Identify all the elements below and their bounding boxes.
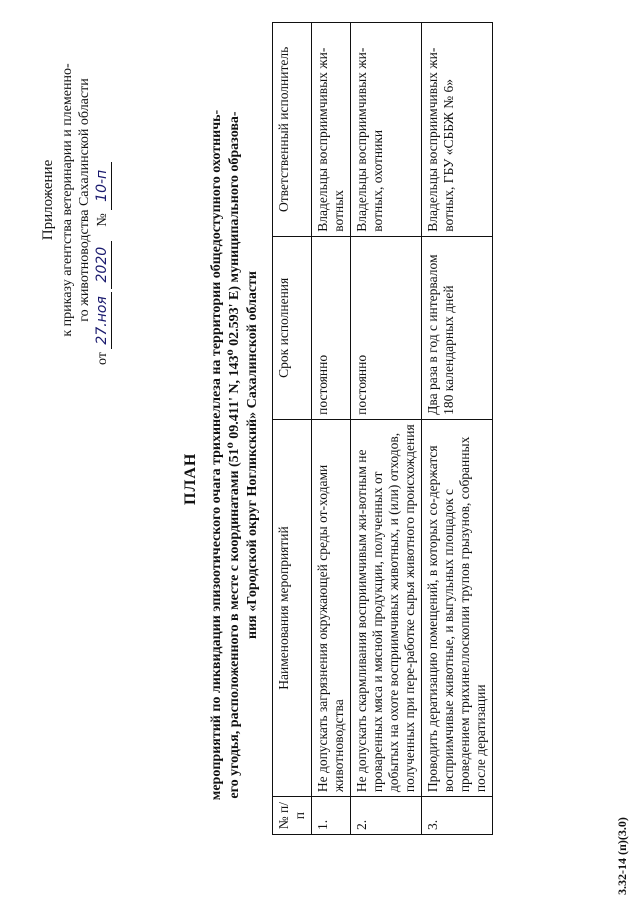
plan-table <box>272 22 493 835</box>
appendix-block <box>40 35 112 365</box>
table-row <box>351 23 422 835</box>
row-num: 2. <box>351 797 422 835</box>
header-term: Срок исполнения <box>273 236 312 419</box>
plan-subtitle <box>208 55 262 855</box>
appendix-line-2: го животноводства Сахалинской области <box>77 78 92 322</box>
row-action: Не допускать загрязнения окружающей среды от-ходами животноводства <box>312 419 351 796</box>
appendix-title: Приложение <box>40 159 56 241</box>
row-responsible: Владельцы восприимчивых жи-вотных, охотники <box>351 23 422 237</box>
header-responsible: Ответственный исполнитель <box>273 23 312 237</box>
row-responsible: Владельцы восприимчивых жи-вотных, ГБУ «СББЖ № 6» <box>422 23 493 237</box>
row-term: постоянно <box>351 236 422 419</box>
order-date-year: 2020 <box>94 241 112 289</box>
appendix-line-1: к приказу агентства ветеринарии и племенно- <box>60 63 75 337</box>
row-action: Не допускать скармливания восприимчивым жи-вотным не проваренных мяса и мясной продукции, полученных от добытых на охоте восприимчивых животных, и (или) отходов, полученных при пере-работке сырья животного происхождения <box>351 419 422 796</box>
row-term: постоянно <box>312 236 351 419</box>
header-num: № п/п <box>273 797 312 835</box>
order-date-day: 27.ноя <box>94 292 112 348</box>
row-responsible: Владельцы восприимчивых жи-вотных <box>312 23 351 237</box>
header-action: Наименования мероприятий <box>273 419 312 796</box>
order-number: 10-п <box>94 162 112 210</box>
row-num: 1. <box>312 797 351 835</box>
subtitle-line-2: его угодья, расположенного в месте с координатами (51⁰ 09.411' N, 143⁰ 02.593' E) муниципального образова- <box>227 111 242 799</box>
number-label: № <box>95 213 110 227</box>
from-label: от <box>95 352 110 365</box>
plan-title: ПЛАН <box>182 452 199 505</box>
subtitle-line-3: ния «Городской округ Ногликский» Сахалинской области <box>245 271 260 639</box>
row-action: Проводить дератизацию помещений, в которых со-держатся восприимчивые животные, и выгульных площадок с проведением трихинеллоскопии трупов грызунов, собранных после дератизации <box>422 419 493 796</box>
subtitle-line-1: мероприятий по ликвидации эпизоотического очага трихинеллеза на территории общедоступного охотничь- <box>209 109 224 801</box>
table-row <box>422 23 493 835</box>
row-num: 3. <box>422 797 493 835</box>
document-code: 3.32-14 (п)(3.0) <box>615 817 629 895</box>
table-header-row <box>273 23 312 835</box>
row-term: Два раза в год с интервалом 180 календарных дней <box>422 236 493 419</box>
order-date-number-line <box>94 35 112 365</box>
table-row <box>312 23 351 835</box>
